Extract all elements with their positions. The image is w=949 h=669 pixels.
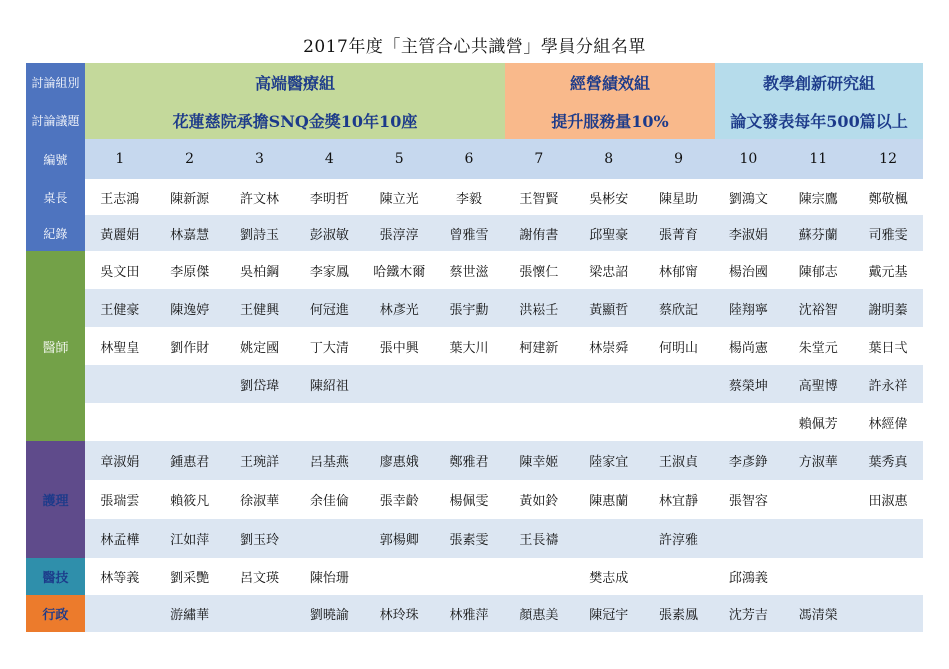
doctor-cell-10: 楊治國 xyxy=(713,251,783,289)
doctor-cell-11: 陳郁志 xyxy=(783,251,853,289)
nurse-cell-8: 陸家宜 xyxy=(574,441,644,480)
doctor-section xyxy=(26,251,923,441)
admin-cell-2: 游繡華 xyxy=(155,595,225,632)
group-name-high-end: 高端醫療組 xyxy=(85,63,505,101)
leader-cell-4: 李明哲 xyxy=(294,179,364,215)
doctor-cell-1: 吳文田 xyxy=(85,251,155,289)
doctor-cell-5: 林彥光 xyxy=(364,289,434,327)
doctor-cell-6 xyxy=(434,403,504,441)
nurse-cell-12: 田淑惠 xyxy=(853,480,923,519)
nurse-cell-7: 黃如鈴 xyxy=(504,480,574,519)
topic-high-end: 花蓮慈院承擔SNQ金獎10年10座 xyxy=(85,101,505,139)
leader-cell-1: 王志鴻 xyxy=(85,179,155,215)
leader-label: 桌長 xyxy=(26,179,85,215)
doctor-cell-6: 張宇勳 xyxy=(434,289,504,327)
nurse-cell-1: 章淑娟 xyxy=(85,441,155,480)
recorder-label: 紀錄 xyxy=(26,215,85,251)
doctor-cell-6: 蔡世滋 xyxy=(434,251,504,289)
doctor-cell-1: 林聖皇 xyxy=(85,327,155,365)
doctor-cell-9: 何明山 xyxy=(644,327,714,365)
medtech-cell-11 xyxy=(783,558,853,595)
medtech-row xyxy=(26,558,923,595)
doctor-row xyxy=(26,289,923,327)
group-label: 討論組別 xyxy=(26,63,85,101)
group-name-performance: 經營績效組 xyxy=(505,63,715,101)
nurse-cell-1: 林孟樺 xyxy=(85,519,155,558)
nurse-cell-4: 余佳倫 xyxy=(294,480,364,519)
medtech-cell-5 xyxy=(364,558,434,595)
admin-cell-4: 劉曉諭 xyxy=(294,595,364,632)
admin-cell-7: 顏惠美 xyxy=(504,595,574,632)
leader-cell-11: 陳宗鷹 xyxy=(783,179,853,215)
leader-cell-12: 鄭敬楓 xyxy=(853,179,923,215)
admin-cell-3 xyxy=(225,595,295,632)
recorder-cell-4: 彭淑敏 xyxy=(294,215,364,251)
recorder-cell-11: 蘇芬蘭 xyxy=(783,215,853,251)
nurse-cell-2: 鍾惠君 xyxy=(155,441,225,480)
doctor-cell-8: 林崇舜 xyxy=(574,327,644,365)
doctor-cell-2: 劉作財 xyxy=(155,327,225,365)
doctor-cell-8 xyxy=(574,365,644,403)
group-number-12: 12 xyxy=(853,139,923,179)
doctor-cell-11: 高聖博 xyxy=(783,365,853,403)
doctor-cell-4: 何冠進 xyxy=(294,289,364,327)
doctor-cell-5: 張中興 xyxy=(364,327,434,365)
doctor-cell-9 xyxy=(644,365,714,403)
nurse-cell-12 xyxy=(853,519,923,558)
doctor-cell-6 xyxy=(434,365,504,403)
nurse-cell-9: 王淑貞 xyxy=(644,441,714,480)
nursing-section xyxy=(26,441,923,558)
topic-teaching: 論文發表每年500篇以上 xyxy=(715,101,923,139)
recorder-cell-5: 張淳淳 xyxy=(364,215,434,251)
doctor-cell-10 xyxy=(713,403,783,441)
page-title: 2017年度「主管合心共識營」學員分組名單 xyxy=(303,37,646,57)
doctor-cell-3: 劉岱瑋 xyxy=(225,365,295,403)
group-number-4: 4 xyxy=(294,139,364,179)
admin-cell-8: 陳冠宇 xyxy=(574,595,644,632)
doctor-cell-11: 沈裕智 xyxy=(783,289,853,327)
group-number-5: 5 xyxy=(364,139,434,179)
nurse-cell-6: 鄭雅君 xyxy=(434,441,504,480)
admin-cell-11: 馮清榮 xyxy=(783,595,853,632)
recorder-cell-2: 林嘉慧 xyxy=(155,215,225,251)
doctor-cell-1 xyxy=(85,403,155,441)
nursing-row xyxy=(26,441,923,480)
leader-cell-10: 劉鴻文 xyxy=(713,179,783,215)
recorder-cell-9: 張菁育 xyxy=(644,215,714,251)
nurse-cell-4: 呂基燕 xyxy=(294,441,364,480)
nurse-cell-11 xyxy=(783,480,853,519)
nurse-cell-9: 許淳雅 xyxy=(644,519,714,558)
nurse-cell-10 xyxy=(713,519,783,558)
doctor-row xyxy=(26,365,923,403)
doctor-cell-9: 林郁甯 xyxy=(644,251,714,289)
recorder-cell-6: 曾雅雪 xyxy=(434,215,504,251)
nurse-cell-6: 張素雯 xyxy=(434,519,504,558)
doctor-cell-12: 戴元基 xyxy=(853,251,923,289)
medtech-cell-3: 呂文瑛 xyxy=(225,558,295,595)
nurse-cell-8: 陳惠蘭 xyxy=(574,480,644,519)
nurse-cell-3: 劉玉玲 xyxy=(225,519,295,558)
nursing-label: 護理 xyxy=(26,441,85,558)
medtech-cell-2: 劉采艷 xyxy=(155,558,225,595)
group-number-1: 1 xyxy=(85,139,155,179)
admin-cell-1 xyxy=(85,595,155,632)
doctor-cell-6: 葉大川 xyxy=(434,327,504,365)
leader-row xyxy=(26,179,923,215)
doctor-cell-12: 謝明蓁 xyxy=(853,289,923,327)
doctor-cell-4: 丁大清 xyxy=(294,327,364,365)
group-number-7: 7 xyxy=(504,139,574,179)
nurse-cell-12: 葉秀真 xyxy=(853,441,923,480)
doctor-cell-4: 李家鳳 xyxy=(294,251,364,289)
doctor-cell-4 xyxy=(294,403,364,441)
doctor-cell-8: 黃顯哲 xyxy=(574,289,644,327)
admin-cell-12 xyxy=(853,595,923,632)
doctor-cell-10: 楊尚憲 xyxy=(713,327,783,365)
nurse-cell-10: 李彥錚 xyxy=(713,441,783,480)
admin-cell-10: 沈芳吉 xyxy=(713,595,783,632)
medtech-cell-6 xyxy=(434,558,504,595)
doctor-cell-2 xyxy=(155,403,225,441)
nurse-cell-8 xyxy=(574,519,644,558)
leader-cell-8: 吳彬安 xyxy=(574,179,644,215)
doctor-cell-9: 蔡欣記 xyxy=(644,289,714,327)
doctor-cell-3: 王健興 xyxy=(225,289,295,327)
group-number-10: 10 xyxy=(713,139,783,179)
topic-row xyxy=(26,101,923,139)
nurse-cell-6: 楊佩雯 xyxy=(434,480,504,519)
nurse-cell-3: 徐淑華 xyxy=(225,480,295,519)
nursing-row xyxy=(26,519,923,558)
recorder-cell-12: 司雅雯 xyxy=(853,215,923,251)
doctor-cell-2 xyxy=(155,365,225,403)
nurse-cell-5: 廖惠娥 xyxy=(364,441,434,480)
nursing-row xyxy=(26,480,923,519)
doctor-cell-8: 梁忠詔 xyxy=(574,251,644,289)
number-label: 編號 xyxy=(26,139,85,179)
nurse-cell-11: 方淑華 xyxy=(783,441,853,480)
recorder-cell-10: 李淑娟 xyxy=(713,215,783,251)
doctor-row xyxy=(26,327,923,365)
admin-cell-9: 張素鳳 xyxy=(644,595,714,632)
nurse-cell-3: 王琬詳 xyxy=(225,441,295,480)
doctor-cell-7 xyxy=(504,403,574,441)
nurse-cell-9: 林宜靜 xyxy=(644,480,714,519)
doctor-cell-1: 王健豪 xyxy=(85,289,155,327)
group-name-teaching: 教學創新研究組 xyxy=(715,63,923,101)
leader-cell-6: 李毅 xyxy=(434,179,504,215)
recorder-cell-3: 劉詩玉 xyxy=(225,215,295,251)
doctor-cell-12: 許永祥 xyxy=(853,365,923,403)
group-number-8: 8 xyxy=(574,139,644,179)
leader-cell-9: 陳星助 xyxy=(644,179,714,215)
admin-cell-6: 林雅萍 xyxy=(434,595,504,632)
group-number-6: 6 xyxy=(434,139,504,179)
doctor-cell-10: 陸翔寧 xyxy=(713,289,783,327)
medtech-cell-12 xyxy=(853,558,923,595)
medtech-cell-1: 林等義 xyxy=(85,558,155,595)
nurse-cell-4 xyxy=(294,519,364,558)
doctor-cell-3 xyxy=(225,403,295,441)
medtech-cell-9 xyxy=(644,558,714,595)
nurse-cell-7: 陳幸姬 xyxy=(504,441,574,480)
admin-cell-5: 林玲珠 xyxy=(364,595,434,632)
doctor-cell-5 xyxy=(364,403,434,441)
nurse-cell-5: 郭楊卿 xyxy=(364,519,434,558)
doctor-cell-8 xyxy=(574,403,644,441)
doctor-cell-12: 葉日弌 xyxy=(853,327,923,365)
nurse-cell-2: 江如萍 xyxy=(155,519,225,558)
doctor-cell-3: 吳柏鋼 xyxy=(225,251,295,289)
medtech-cell-7 xyxy=(504,558,574,595)
doctor-cell-11: 朱堂元 xyxy=(783,327,853,365)
nurse-cell-5: 張幸齡 xyxy=(364,480,434,519)
doctor-cell-7: 柯建新 xyxy=(504,327,574,365)
doctor-cell-5 xyxy=(364,365,434,403)
nurse-cell-11 xyxy=(783,519,853,558)
recorder-row xyxy=(26,215,923,251)
nurse-cell-2: 賴筱凡 xyxy=(155,480,225,519)
doctor-cell-4: 陳紹祖 xyxy=(294,365,364,403)
nurse-cell-1: 張瑞雲 xyxy=(85,480,155,519)
doctor-cell-12: 林經偉 xyxy=(853,403,923,441)
doctor-cell-7: 張懷仁 xyxy=(504,251,574,289)
admin-label: 行政 xyxy=(26,595,85,632)
doctor-row xyxy=(26,251,923,289)
doctor-cell-7: 洪崧壬 xyxy=(504,289,574,327)
admin-row xyxy=(26,595,923,632)
leader-cell-5: 陳立光 xyxy=(364,179,434,215)
topic-performance: 提升服務量10% xyxy=(505,101,715,139)
doctor-cell-3: 姚定國 xyxy=(225,327,295,365)
group-number-3: 3 xyxy=(225,139,295,179)
doctor-cell-2: 李原傑 xyxy=(155,251,225,289)
group-number-11: 11 xyxy=(783,139,853,179)
group-number-2: 2 xyxy=(155,139,225,179)
medtech-cell-8: 樊志成 xyxy=(574,558,644,595)
group-row xyxy=(26,63,923,101)
doctor-label: 醫師 xyxy=(26,251,85,441)
doctor-cell-2: 陳逸婷 xyxy=(155,289,225,327)
doctor-cell-10: 蔡榮坤 xyxy=(713,365,783,403)
group-number-9: 9 xyxy=(644,139,714,179)
doctor-cell-7 xyxy=(504,365,574,403)
leader-cell-7: 王智賢 xyxy=(504,179,574,215)
leader-cell-3: 許文林 xyxy=(225,179,295,215)
recorder-cell-8: 邱聖豪 xyxy=(574,215,644,251)
medtech-cell-4: 陳怡珊 xyxy=(294,558,364,595)
doctor-cell-5: 哈鐵木爾 xyxy=(364,251,434,289)
leader-cell-2: 陳新源 xyxy=(155,179,225,215)
medtech-cell-10: 邱鴻義 xyxy=(713,558,783,595)
number-row xyxy=(26,139,923,179)
doctor-row xyxy=(26,403,923,441)
nurse-cell-10: 張智容 xyxy=(713,480,783,519)
roster-table xyxy=(26,63,923,632)
recorder-cell-7: 謝侑書 xyxy=(504,215,574,251)
medtech-label: 醫技 xyxy=(26,558,85,595)
topic-label: 討論議題 xyxy=(26,101,85,139)
doctor-cell-11: 賴佩芳 xyxy=(783,403,853,441)
nurse-cell-7: 王長禱 xyxy=(504,519,574,558)
doctor-cell-1 xyxy=(85,365,155,403)
doctor-cell-9 xyxy=(644,403,714,441)
recorder-cell-1: 黃麗娟 xyxy=(85,215,155,251)
